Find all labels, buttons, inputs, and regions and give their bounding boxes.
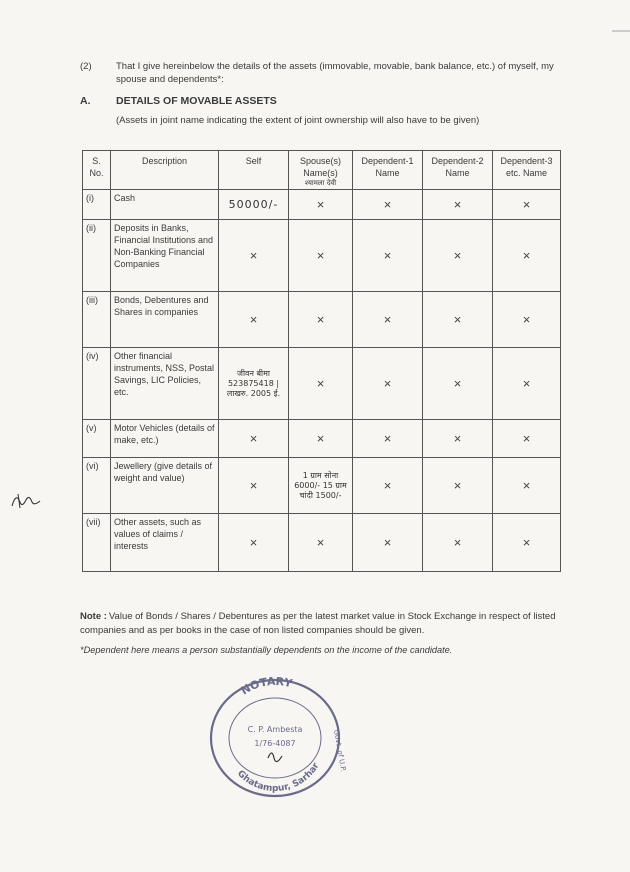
- section-letter: A.: [80, 95, 91, 107]
- cell-self: ×: [219, 292, 289, 348]
- cell-dep3: ×: [493, 220, 561, 292]
- cell-dep1: ×: [353, 420, 423, 458]
- header-self: Self: [219, 151, 289, 190]
- cell-spouse: ×: [289, 190, 353, 220]
- notary-stamp: [200, 670, 350, 800]
- stamp-side-text: Govt. of U.P.: [332, 728, 348, 773]
- row-number: (vi): [83, 458, 111, 514]
- cell-dep3: ×: [493, 514, 561, 572]
- cell-dep2: ×: [423, 348, 493, 420]
- cell-spouse: ×: [289, 420, 353, 458]
- intro-text: That I give hereinbelow the details of the assets (immovable, movable, bank balance, etc.) of myself, my spouse and dependents*:: [116, 61, 554, 85]
- stamp-signature: [268, 753, 282, 762]
- margin-signature: [8, 488, 48, 514]
- table-row: [83, 292, 561, 348]
- table-row: [83, 348, 561, 420]
- row-description: Other financial instruments, NSS, Postal Savings, LIC Policies, etc.: [111, 348, 219, 420]
- header-dependent-2: Dependent-2 Name: [423, 151, 493, 190]
- row-number: (vii): [83, 514, 111, 572]
- table-row: [83, 220, 561, 292]
- header-spouse-label: Spouse(s) Name(s): [299, 156, 342, 178]
- movable-assets-table: [82, 150, 561, 572]
- header-spouse: [289, 151, 353, 190]
- table-header-row: [83, 151, 561, 190]
- stamp-registration: 1/76-4087: [254, 739, 296, 748]
- stamp-inner-ring: [229, 698, 321, 778]
- cell-dep3: ×: [493, 190, 561, 220]
- row-description: Bonds, Debentures and Shares in companies: [111, 292, 219, 348]
- stamp-top-text: NOTARY: [238, 674, 294, 698]
- cell-self: 50000/-: [219, 190, 289, 220]
- note-label: Note :: [80, 611, 107, 622]
- row-description: Other assets, such as values of claims / interests: [111, 514, 219, 572]
- section-subnote: (Assets in joint name indicating the extent of joint ownership will also have to be given): [116, 115, 480, 126]
- cell-spouse: ×: [289, 220, 353, 292]
- cell-dep2: ×: [423, 514, 493, 572]
- section-title: DETAILS OF MOVABLE ASSETS: [116, 95, 277, 107]
- note-block: [80, 610, 570, 638]
- table-row: [83, 190, 561, 220]
- cell-dep2: ×: [423, 292, 493, 348]
- row-description: Motor Vehicles (details of make, etc.): [111, 420, 219, 458]
- cell-dep1: ×: [353, 220, 423, 292]
- cell-self: जीवन बीमा 523875418 | लाखरु. 2005 ई.: [219, 348, 289, 420]
- cell-dep3: ×: [493, 420, 561, 458]
- cell-spouse: ×: [289, 348, 353, 420]
- row-description: Deposits in Banks, Financial Institutions and Non-Banking Financial Companies: [111, 220, 219, 292]
- cell-dep3: ×: [493, 348, 561, 420]
- table-row: [83, 514, 561, 572]
- cell-spouse: 1 ग्राम सोना 6000/- 15 ग्राम चांदी 1500/-: [289, 458, 353, 514]
- cell-spouse: ×: [289, 514, 353, 572]
- header-dependent-3: Dependent-3 etc. Name: [493, 151, 561, 190]
- cell-dep1: ×: [353, 458, 423, 514]
- table-row: [83, 458, 561, 514]
- row-number: (v): [83, 420, 111, 458]
- stamp-outer-ring: [211, 680, 339, 796]
- cell-self: ×: [219, 458, 289, 514]
- stamp-bottom-text: Ghatampur, Sarhar: [235, 761, 322, 795]
- header-description: Description: [111, 151, 219, 190]
- cell-self: ×: [219, 420, 289, 458]
- header-spouse-handwritten: श्यामला देवी: [304, 179, 337, 187]
- row-number: (iii): [83, 292, 111, 348]
- cell-dep2: ×: [423, 458, 493, 514]
- header-dependent-1: Dependent-1 Name: [353, 151, 423, 190]
- row-number: (iv): [83, 348, 111, 420]
- cell-dep2: ×: [423, 420, 493, 458]
- cell-dep2: ×: [423, 190, 493, 220]
- dependent-footnote: *Dependent here means a person substantially dependents on the income of the candidate.: [80, 645, 453, 655]
- row-number: (i): [83, 190, 111, 220]
- cell-dep1: ×: [353, 514, 423, 572]
- cell-dep1: ×: [353, 292, 423, 348]
- cell-self: ×: [219, 514, 289, 572]
- cell-self: ×: [219, 220, 289, 292]
- cell-dep2: ×: [423, 220, 493, 292]
- cell-dep1: ×: [353, 190, 423, 220]
- note-text: Value of Bonds / Shares / Debentures as per the latest market value in Stock Exchange in respect of listed companies and as per books in the case of non listed companies should be given.: [80, 611, 556, 636]
- cell-dep1: ×: [353, 348, 423, 420]
- row-description: Jewellery (give details of weight and value): [111, 458, 219, 514]
- cell-dep3: ×: [493, 292, 561, 348]
- page-mark: [612, 30, 630, 32]
- row-description: Cash: [111, 190, 219, 220]
- stamp-name: C. P. Ambesta: [247, 725, 303, 734]
- header-sno: S. No.: [83, 151, 111, 190]
- cell-spouse: ×: [289, 292, 353, 348]
- intro-number: (2): [80, 61, 92, 72]
- row-number: (ii): [83, 220, 111, 292]
- cell-dep3: ×: [493, 458, 561, 514]
- table-row: [83, 420, 561, 458]
